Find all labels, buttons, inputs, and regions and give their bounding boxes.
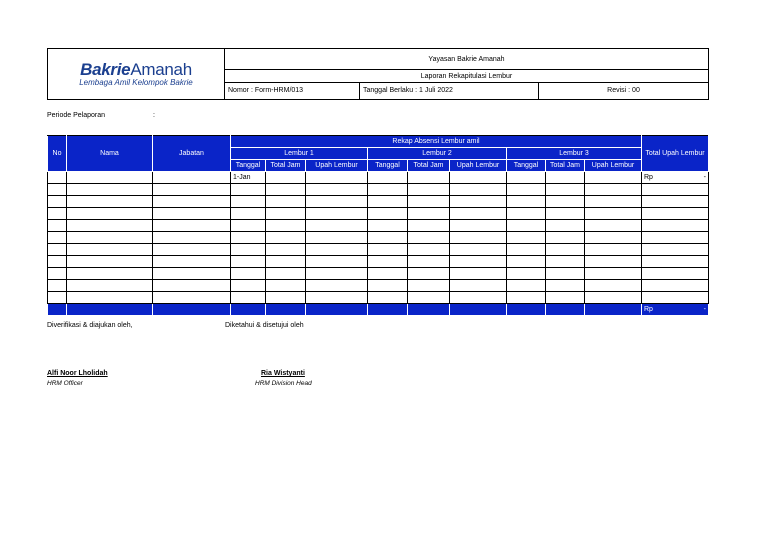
table-cell[interactable] [368,232,408,244]
signature-left [47,322,133,387]
table-cell[interactable] [67,232,153,244]
table-cell[interactable] [48,244,67,256]
logo-brand-bold: Bakrie [80,60,131,79]
periode-label: Periode Pelaporan [47,112,105,119]
table-cell[interactable] [153,280,231,292]
table-cell[interactable] [306,208,368,220]
table-cell[interactable] [67,244,153,256]
sub-tanggal: Tanggal [368,160,408,172]
table-cell[interactable] [408,280,450,292]
table-cell[interactable] [450,196,507,208]
table-cell[interactable] [408,256,450,268]
table-cell[interactable] [585,292,642,304]
table-cell[interactable] [266,268,306,280]
table-cell[interactable] [306,220,368,232]
table-cell[interactable] [306,280,368,292]
table-cell[interactable] [368,208,408,220]
overtime-table [47,135,709,316]
table-cell[interactable] [266,196,306,208]
table-cell[interactable] [67,208,153,220]
table-cell[interactable] [153,244,231,256]
table-cell[interactable] [642,256,709,268]
table-cell[interactable] [153,268,231,280]
table-cell[interactable] [585,268,642,280]
table-cell[interactable] [306,292,368,304]
sub-total-jam: Total Jam [546,160,585,172]
table-cell[interactable] [585,244,642,256]
table-cell[interactable] [642,208,709,220]
table-cell[interactable] [408,244,450,256]
table-cell[interactable] [153,184,231,196]
table-cell[interactable] [368,184,408,196]
right-signer-role: HRM Division Head [255,380,312,387]
table-cell[interactable] [642,244,709,256]
form-number: Nomor : Form-HRM/013 [225,82,360,99]
table-cell[interactable] [266,280,306,292]
table-cell[interactable] [450,292,507,304]
table-cell[interactable] [266,208,306,220]
table-cell[interactable] [585,184,642,196]
table-cell[interactable] [642,232,709,244]
table-cell[interactable] [231,256,266,268]
table-cell[interactable] [546,196,585,208]
left-caption: Diverifikasi & diajukan oleh, [47,322,133,329]
sub-upah-lembur: Upah Lembur [450,160,507,172]
left-signer-role: HRM Officer [47,380,83,387]
table-cell[interactable] [48,220,67,232]
col-total-upah: Total Upah Lembur [642,136,709,172]
table-cell[interactable] [153,196,231,208]
table-cell[interactable] [642,196,709,208]
table-cell[interactable] [507,184,546,196]
table-cell[interactable] [266,220,306,232]
table-row [48,256,709,268]
sub-total-jam: Total Jam [266,160,306,172]
table-cell[interactable] [231,232,266,244]
table-cell[interactable] [306,184,368,196]
table-cell[interactable] [48,208,67,220]
table-cell[interactable] [450,232,507,244]
logo-brand-light: Amanah [130,60,192,79]
table-cell[interactable] [67,256,153,268]
org-name: Yayasan Bakrie Amanah [225,49,709,70]
sub-tanggal: Tanggal [231,160,266,172]
table-cell[interactable] [642,280,709,292]
dash-value: - [703,173,706,181]
doc-title: Laporan Rekapitulasi Lembur [225,70,709,82]
table-cell[interactable] [450,208,507,220]
table-cell[interactable] [585,220,642,232]
right-signer-name: Ria Wistyanti [261,370,305,377]
dash-value: - [703,305,706,313]
col-nama: Nama [67,136,153,172]
group-lembur-3: Lembur 3 [507,148,642,160]
revision: Revisi : 00 [539,82,709,99]
col-jabatan: Jabatan [153,136,231,172]
table-row [48,268,709,280]
table-cell[interactable] [585,256,642,268]
table-cell[interactable] [153,292,231,304]
table-cell[interactable] [153,256,231,268]
table-cell[interactable] [306,232,368,244]
table-cell[interactable] [507,232,546,244]
table-cell[interactable] [408,208,450,220]
table-row [48,184,709,196]
table-row [48,232,709,244]
group-title: Rekap Absensi Lembur amil [231,136,642,148]
table-cell[interactable] [408,196,450,208]
table-cell[interactable] [408,232,450,244]
table-cell[interactable] [153,208,231,220]
table-cell[interactable] [546,280,585,292]
table-cell[interactable] [306,244,368,256]
right-caption: Diketahui & disetujui oleh [225,322,304,329]
table-cell[interactable] [546,268,585,280]
table-cell[interactable] [306,256,368,268]
periode-colon: : [153,112,155,119]
sub-total-jam: Total Jam [408,160,450,172]
table-cell[interactable] [266,244,306,256]
left-signer-name: Alfi Noor Lholidah [47,370,108,377]
logo-subtitle: Lembaga Amil Kelompok Bakrie [79,78,193,87]
table-cell[interactable] [450,280,507,292]
table-cell[interactable] [450,268,507,280]
table-cell[interactable] [585,232,642,244]
sub-upah-lembur: Upah Lembur [585,160,642,172]
table-cell[interactable] [546,220,585,232]
row-total-cell[interactable] [642,172,709,184]
table-footer-row [48,304,709,316]
table-cell[interactable] [642,268,709,280]
table-cell[interactable] [368,244,408,256]
sub-upah-lembur: Upah Lembur [306,160,368,172]
table-cell[interactable] [48,196,67,208]
table-cell[interactable] [450,256,507,268]
table-cell[interactable] [507,196,546,208]
table-row [48,292,709,304]
table-cell[interactable] [546,232,585,244]
signature-right [225,322,312,387]
table-row [48,208,709,220]
table-row [48,172,709,184]
table-cell[interactable] [231,220,266,232]
table-cell[interactable] [368,256,408,268]
table-cell[interactable] [585,280,642,292]
group-lembur-1: Lembur 1 [231,148,368,160]
effective-date: Tanggal Berlaku : 1 Juli 2022 [360,82,539,99]
table-cell[interactable] [546,208,585,220]
table-cell[interactable] [67,280,153,292]
table-cell[interactable] [48,292,67,304]
table-cell[interactable] [546,256,585,268]
table-cell[interactable] [507,208,546,220]
table-cell[interactable] [507,220,546,232]
table-cell[interactable] [48,256,67,268]
table-cell[interactable] [67,292,153,304]
table-cell[interactable] [368,196,408,208]
table-cell[interactable] [231,244,266,256]
table-row [48,196,709,208]
table-cell[interactable] [48,184,67,196]
table-cell[interactable] [585,196,642,208]
table-cell[interactable] [642,184,709,196]
table-row [48,244,709,256]
table-cell[interactable] [48,280,67,292]
table-cell[interactable] [450,220,507,232]
table-cell[interactable] [231,196,266,208]
table-cell[interactable] [231,292,266,304]
table-cell[interactable] [642,220,709,232]
table-cell[interactable] [67,220,153,232]
table-cell[interactable] [48,268,67,280]
table-cell[interactable] [507,256,546,268]
table-cell[interactable] [266,184,306,196]
table-cell[interactable] [507,292,546,304]
table-cell[interactable] [507,244,546,256]
table-cell[interactable] [408,268,450,280]
signature-section [47,322,447,392]
table-cell[interactable] [231,208,266,220]
table-cell[interactable] [546,292,585,304]
periode-row [47,112,155,119]
logo [48,49,225,100]
grand-total-cell [642,304,709,316]
table-cell[interactable] [48,232,67,244]
table-cell[interactable] [642,292,709,304]
table-row [48,280,709,292]
table-cell[interactable] [546,184,585,196]
table-cell[interactable] [266,292,306,304]
table-cell[interactable] [507,268,546,280]
table-cell[interactable] [368,280,408,292]
table-cell[interactable] [67,196,153,208]
table-cell[interactable] [585,208,642,220]
table-row [48,220,709,232]
table-cell[interactable] [408,220,450,232]
currency-label: Rp [644,173,653,181]
table-cell[interactable] [266,232,306,244]
table-cell[interactable] [153,220,231,232]
currency-label: Rp [644,305,653,313]
form-header [47,48,709,100]
group-lembur-2: Lembur 2 [368,148,507,160]
table-cell[interactable] [231,268,266,280]
table-cell[interactable] [450,184,507,196]
table-cell[interactable] [67,268,153,280]
table-cell[interactable] [266,256,306,268]
sub-tanggal: Tanggal [507,160,546,172]
table-cell[interactable] [368,292,408,304]
table-cell[interactable] [306,196,368,208]
table-cell[interactable] [408,184,450,196]
table-cell[interactable] [368,220,408,232]
table-cell[interactable] [231,280,266,292]
table-cell[interactable] [368,268,408,280]
table-cell[interactable] [306,268,368,280]
table-cell[interactable] [408,292,450,304]
table-cell[interactable] [546,244,585,256]
table-cell[interactable] [67,184,153,196]
col-no: No [48,136,67,172]
table-cell[interactable] [507,280,546,292]
first-date-cell[interactable]: 1-Jan [231,172,266,184]
table-cell[interactable] [153,232,231,244]
table-cell[interactable] [450,244,507,256]
table-cell[interactable] [231,184,266,196]
